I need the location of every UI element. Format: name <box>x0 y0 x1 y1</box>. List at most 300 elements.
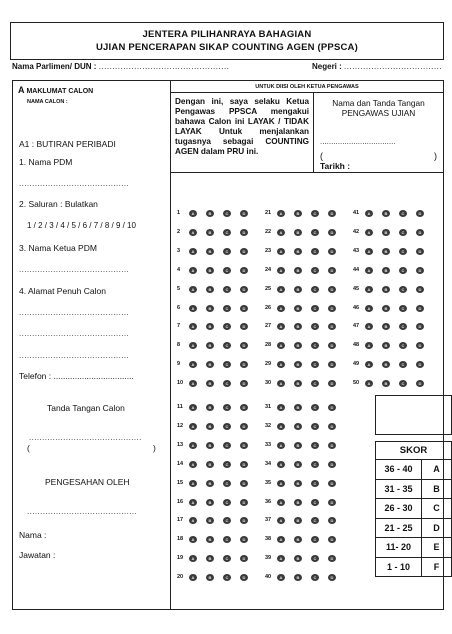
pengawas-paren-open: ( <box>320 151 323 161</box>
answer-bubble-d[interactable]: D <box>328 574 336 581</box>
answer-bubble-d[interactable]: D <box>240 305 248 312</box>
answer-bubble-c[interactable]: C <box>223 574 231 581</box>
answer-bubble-c[interactable]: C <box>399 286 407 293</box>
answer-bubble-b[interactable]: B <box>206 361 214 368</box>
answer-bubble-a[interactable]: A <box>365 210 373 217</box>
answer-bubble-d[interactable]: D <box>240 480 248 487</box>
answer-bubble-c[interactable]: C <box>223 342 231 349</box>
answer-bubble-d[interactable]: D <box>240 248 248 255</box>
question-number: 48 <box>353 342 360 349</box>
answer-bubble-b[interactable]: B <box>206 442 214 449</box>
alamat-line-1[interactable]: .......................................... <box>19 308 130 317</box>
answer-bubble-c[interactable]: C <box>311 286 319 293</box>
question-number: 14 <box>177 460 184 467</box>
skor-grade: D <box>422 518 452 538</box>
answer-bubble-d[interactable]: D <box>328 555 336 562</box>
question-number: 1 <box>177 210 181 216</box>
jawatan-label: Jawatan : <box>19 550 56 560</box>
answer-bubble-d[interactable]: D <box>240 210 248 217</box>
answer-bubble-c[interactable]: C <box>223 229 231 236</box>
skor-grade: A <box>422 460 452 480</box>
answer-bubble-c[interactable]: C <box>223 442 231 449</box>
question-number: 27 <box>265 323 272 330</box>
answer-bubble-b[interactable]: B <box>206 305 214 312</box>
answer-bubble-b[interactable]: B <box>294 305 302 312</box>
telefon-field[interactable]: Telefon : .................................. <box>19 371 134 381</box>
answer-bubble-a[interactable]: A <box>189 574 197 581</box>
answer-row <box>177 284 261 296</box>
answer-row <box>177 459 261 471</box>
answer-bubble-b[interactable]: B <box>206 323 214 330</box>
answer-row <box>177 378 261 390</box>
answer-bubble-d[interactable]: D <box>416 342 424 349</box>
answer-bubble-a[interactable]: A <box>189 461 197 468</box>
answer-bubble-b[interactable]: B <box>294 574 302 581</box>
answer-bubble-c[interactable]: C <box>311 442 319 449</box>
question-number: 19 <box>177 555 184 562</box>
answer-row <box>353 265 437 277</box>
answer-bubble-b[interactable]: B <box>294 286 302 293</box>
skor-grade: E <box>422 538 452 558</box>
answer-row <box>265 459 349 471</box>
answer-row <box>177 534 261 546</box>
answer-bubble-c[interactable]: C <box>223 555 231 562</box>
answer-bubble-d[interactable]: D <box>328 499 336 506</box>
answer-bubble-c[interactable]: C <box>399 305 407 312</box>
answer-bubble-d[interactable]: D <box>328 361 336 368</box>
skor-row <box>376 499 452 519</box>
answer-bubble-b[interactable]: B <box>294 517 302 524</box>
skor-range: 26 - 30 <box>376 499 422 519</box>
answer-bubble-a[interactable]: A <box>189 248 197 255</box>
answer-bubble-d[interactable]: D <box>240 423 248 430</box>
parlimen-label: Nama Parlimen/ DUN : <box>12 62 97 71</box>
answer-bubble-a[interactable]: A <box>277 499 285 506</box>
answer-bubble-b[interactable]: B <box>206 380 214 387</box>
answer-bubble-d[interactable]: D <box>328 517 336 524</box>
question-number: 47 <box>353 323 360 330</box>
answer-bubble-c[interactable]: C <box>223 210 231 217</box>
answer-bubble-d[interactable]: D <box>328 461 336 468</box>
question-number: 34 <box>265 460 272 467</box>
answer-bubble-b[interactable]: B <box>206 286 214 293</box>
paren-close: ) <box>153 443 156 453</box>
answer-bubble-a[interactable]: A <box>189 536 197 543</box>
answer-bubble-b[interactable]: B <box>206 423 214 430</box>
parlimen-field[interactable] <box>12 62 229 71</box>
answer-bubble-b[interactable]: B <box>294 229 302 236</box>
answer-bubble-b[interactable]: B <box>382 210 390 217</box>
answer-row <box>265 340 349 352</box>
answer-bubble-d[interactable]: D <box>328 267 336 274</box>
answer-bubble-d[interactable]: D <box>416 380 424 387</box>
answer-bubble-c[interactable]: C <box>311 342 319 349</box>
answer-bubble-b[interactable]: B <box>382 248 390 255</box>
answer-bubble-c[interactable]: C <box>311 248 319 255</box>
answer-bubble-c[interactable]: C <box>311 305 319 312</box>
answer-bubble-b[interactable]: B <box>294 499 302 506</box>
answer-row <box>177 515 261 527</box>
skor-range: 36 - 40 <box>376 460 422 480</box>
answer-bubble-b[interactable]: B <box>294 210 302 217</box>
answer-bubble-a[interactable]: A <box>189 380 197 387</box>
answer-bubble-a[interactable]: A <box>189 323 197 330</box>
ketua-pdm-label: 3. Nama Ketua PDM <box>19 243 97 253</box>
answer-bubble-c[interactable]: C <box>311 574 319 581</box>
question-number: 5 <box>177 285 181 292</box>
answer-row <box>265 359 349 371</box>
answer-bubble-b[interactable]: B <box>206 248 214 255</box>
answer-bubble-c[interactable]: C <box>311 267 319 274</box>
answer-bubble-d[interactable]: D <box>328 248 336 255</box>
ketua-pdm-field[interactable]: .......................................... <box>19 265 130 274</box>
section-title-text: MAKLUMAT CALON <box>26 88 94 95</box>
answer-bubble-c[interactable]: C <box>311 323 319 330</box>
answer-row <box>177 440 261 452</box>
answer-bubble-b[interactable]: B <box>382 361 390 368</box>
answer-bubble-a[interactable]: A <box>189 480 197 487</box>
saluran-label: 2. Saluran : Bulatkan <box>19 199 98 209</box>
answer-row <box>353 321 437 333</box>
answer-bubble-b[interactable]: B <box>294 380 302 387</box>
answer-bubble-a[interactable]: A <box>277 361 285 368</box>
candidate-section <box>13 81 171 609</box>
answer-bubble-d[interactable]: D <box>328 404 336 411</box>
answer-row <box>177 246 261 258</box>
answer-row <box>177 421 261 433</box>
pengawas-sign-field[interactable]: .................................. <box>320 137 396 146</box>
answer-row <box>265 572 349 584</box>
question-number: 50 <box>353 380 360 387</box>
nama-pdm-field[interactable]: .......................................... <box>19 179 130 188</box>
answer-bubble-a[interactable]: A <box>189 229 197 236</box>
answer-row <box>177 402 261 414</box>
question-number: 37 <box>265 517 272 524</box>
answer-bubble-a[interactable]: A <box>277 442 285 449</box>
answer-bubble-a[interactable]: A <box>277 555 285 562</box>
answer-bubble-a[interactable]: A <box>277 380 285 387</box>
skor-range: 11- 20 <box>376 538 422 558</box>
answer-bubble-c[interactable]: C <box>223 404 231 411</box>
answer-bubble-c[interactable]: C <box>223 461 231 468</box>
answer-bubble-b[interactable]: B <box>206 574 214 581</box>
nama-label: Nama : <box>19 530 47 540</box>
answer-bubble-a[interactable]: A <box>365 361 373 368</box>
question-number: 22 <box>265 228 272 235</box>
answer-bubble-d[interactable]: D <box>416 267 424 274</box>
answer-bubble-a[interactable]: A <box>277 536 285 543</box>
answer-bubble-a[interactable]: A <box>277 248 285 255</box>
answer-bubble-c[interactable]: C <box>223 480 231 487</box>
answer-bubble-d[interactable]: D <box>328 323 336 330</box>
answer-bubble-b[interactable]: B <box>294 248 302 255</box>
meta-row <box>12 62 442 74</box>
answer-bubble-c[interactable]: C <box>311 499 319 506</box>
answer-bubble-c[interactable]: C <box>223 361 231 368</box>
answer-bubble-d[interactable]: D <box>416 248 424 255</box>
answer-bubble-a[interactable]: A <box>277 229 285 236</box>
answer-bubble-a[interactable]: A <box>189 423 197 430</box>
answer-bubble-c[interactable]: C <box>311 461 319 468</box>
answer-row <box>265 284 349 296</box>
tandatangan-calon-field[interactable]: ........................................... <box>29 433 142 442</box>
answer-bubble-d[interactable]: D <box>240 461 248 468</box>
answer-bubble-a[interactable]: A <box>277 461 285 468</box>
answer-bubble-b[interactable]: B <box>382 229 390 236</box>
answer-bubble-d[interactable]: D <box>416 229 424 236</box>
pengawas-heading: UNTUK DIISI OLEH KETUA PENGAWAS <box>171 81 443 93</box>
answer-bubble-a[interactable]: A <box>189 555 197 562</box>
negeri-field[interactable] <box>312 62 442 71</box>
question-number: 25 <box>265 285 272 292</box>
answer-bubble-b[interactable]: B <box>206 404 214 411</box>
answer-bubble-d[interactable]: D <box>240 267 248 274</box>
question-number: 43 <box>353 247 360 254</box>
answer-bubble-c[interactable]: C <box>399 229 407 236</box>
answer-bubble-c[interactable]: C <box>223 267 231 274</box>
answer-bubble-b[interactable]: B <box>382 380 390 387</box>
question-number: 38 <box>265 536 272 543</box>
answer-bubble-d[interactable]: D <box>328 536 336 543</box>
answer-bubble-b[interactable]: B <box>294 423 302 430</box>
answer-bubble-b[interactable]: B <box>382 305 390 312</box>
answer-bubble-b[interactable]: B <box>294 442 302 449</box>
answer-bubble-c[interactable]: C <box>223 380 231 387</box>
answer-bubble-d[interactable]: D <box>328 305 336 312</box>
butiran-label: A1 : BUTIRAN PERIBADI <box>19 139 116 149</box>
answer-bubble-c[interactable]: C <box>311 380 319 387</box>
answer-bubble-b[interactable]: B <box>382 267 390 274</box>
answer-bubble-a[interactable]: A <box>189 210 197 217</box>
answer-row <box>265 265 349 277</box>
answer-bubble-b[interactable]: B <box>206 267 214 274</box>
answer-bubble-c[interactable]: C <box>311 480 319 487</box>
answer-bubble-d[interactable]: D <box>240 536 248 543</box>
answer-bubble-a[interactable]: A <box>365 267 373 274</box>
answer-bubble-d[interactable]: D <box>328 229 336 236</box>
answer-bubble-d[interactable]: D <box>328 423 336 430</box>
answer-bubble-a[interactable]: A <box>189 342 197 349</box>
answer-bubble-a[interactable]: A <box>189 286 197 293</box>
answer-bubble-c[interactable]: C <box>223 536 231 543</box>
question-number: 20 <box>177 574 184 581</box>
answer-bubble-b[interactable]: B <box>294 267 302 274</box>
answer-bubble-c[interactable]: C <box>399 267 407 274</box>
answer-bubble-b[interactable]: B <box>294 342 302 349</box>
question-number: 2 <box>177 228 181 235</box>
answer-bubble-b[interactable]: B <box>294 404 302 411</box>
answer-bubble-b[interactable]: B <box>206 517 214 524</box>
answer-bubble-b[interactable]: B <box>382 286 390 293</box>
pengawas-sign-box <box>314 93 443 173</box>
answer-bubble-a[interactable]: A <box>189 499 197 506</box>
answer-bubble-d[interactable]: D <box>240 342 248 349</box>
answer-bubble-b[interactable]: B <box>294 323 302 330</box>
answer-bubble-d[interactable]: D <box>240 555 248 562</box>
answer-bubble-a[interactable]: A <box>277 574 285 581</box>
answer-bubble-d[interactable]: D <box>328 442 336 449</box>
answer-bubble-a[interactable]: A <box>277 517 285 524</box>
answer-bubble-d[interactable]: D <box>416 305 424 312</box>
answer-bubble-c[interactable]: C <box>311 229 319 236</box>
question-number: 4 <box>177 266 181 273</box>
answer-bubble-a[interactable]: A <box>189 404 197 411</box>
answer-bubble-c[interactable]: C <box>311 210 319 217</box>
answer-bubble-d[interactable]: D <box>328 380 336 387</box>
nama-pdm-label: 1. Nama PDM <box>19 157 73 167</box>
answer-bubble-a[interactable]: A <box>277 210 285 217</box>
answer-bubble-b[interactable]: B <box>206 461 214 468</box>
answer-bubble-c[interactable]: C <box>223 517 231 524</box>
question-number: 7 <box>177 323 181 330</box>
answer-bubble-d[interactable]: D <box>328 210 336 217</box>
answer-bubble-a[interactable]: A <box>277 404 285 411</box>
question-number: 10 <box>177 380 184 387</box>
skor-row <box>376 518 452 538</box>
answer-bubble-a[interactable]: A <box>189 442 197 449</box>
answer-row <box>177 265 261 277</box>
examiner-section <box>171 81 443 609</box>
answer-bubble-c[interactable]: C <box>223 423 231 430</box>
answer-bubble-b[interactable]: B <box>206 555 214 562</box>
answer-row <box>265 378 349 390</box>
form-header <box>10 22 444 60</box>
answer-bubble-d[interactable]: D <box>416 361 424 368</box>
question-number: 26 <box>265 304 272 311</box>
answer-bubble-c[interactable]: C <box>311 423 319 430</box>
answer-bubble-b[interactable]: B <box>206 536 214 543</box>
answer-bubble-a[interactable]: A <box>189 305 197 312</box>
answer-bubble-d[interactable]: D <box>416 286 424 293</box>
answer-bubble-d[interactable]: D <box>240 404 248 411</box>
question-number: 42 <box>353 228 360 235</box>
negeri-label: Negeri : <box>312 62 342 71</box>
answer-bubble-a[interactable]: A <box>365 229 373 236</box>
answer-bubble-c[interactable]: C <box>223 499 231 506</box>
answer-bubble-d[interactable]: D <box>416 323 424 330</box>
answer-bubble-d[interactable]: D <box>416 210 424 217</box>
answer-bubble-b[interactable]: B <box>294 361 302 368</box>
parlimen-dots: ................................................ <box>98 62 230 71</box>
answer-bubble-b[interactable]: B <box>294 461 302 468</box>
answer-bubble-c[interactable]: C <box>399 248 407 255</box>
skor-table <box>375 441 452 577</box>
answer-bubble-a[interactable]: A <box>277 286 285 293</box>
answer-bubble-b[interactable]: B <box>206 229 214 236</box>
answer-bubble-a[interactable]: A <box>365 286 373 293</box>
answer-bubble-d[interactable]: D <box>328 480 336 487</box>
answer-bubble-b[interactable]: B <box>206 210 214 217</box>
answer-bubble-b[interactable]: B <box>294 536 302 543</box>
answer-bubble-d[interactable]: D <box>240 517 248 524</box>
section-title <box>18 85 93 95</box>
answer-bubble-b[interactable]: B <box>382 342 390 349</box>
answer-row <box>177 478 261 490</box>
question-number: 45 <box>353 285 360 292</box>
answer-bubble-a[interactable]: A <box>277 267 285 274</box>
alamat-line-2[interactable]: .......................................... <box>19 329 130 338</box>
question-number: 39 <box>265 555 272 562</box>
answer-bubble-a[interactable]: A <box>365 323 373 330</box>
answer-bubble-c[interactable]: C <box>223 286 231 293</box>
answer-row <box>353 246 437 258</box>
answer-bubble-c[interactable]: C <box>399 210 407 217</box>
question-number: 32 <box>265 422 272 429</box>
answer-bubble-c[interactable]: C <box>399 342 407 349</box>
answer-bubble-c[interactable]: C <box>223 248 231 255</box>
question-number: 31 <box>265 404 272 410</box>
answer-bubble-a[interactable]: A <box>365 380 373 387</box>
answer-bubble-c[interactable]: C <box>311 517 319 524</box>
answer-row <box>177 227 261 239</box>
question-number: 41 <box>353 210 360 216</box>
answer-bubble-a[interactable]: A <box>277 305 285 312</box>
tarikh-label: Tarikh : <box>320 161 351 171</box>
answer-bubble-c[interactable]: C <box>223 305 231 312</box>
answer-bubble-a[interactable]: A <box>277 323 285 330</box>
answer-bubble-a[interactable]: A <box>189 517 197 524</box>
answer-bubble-d[interactable]: D <box>328 342 336 349</box>
question-number: 44 <box>353 266 360 273</box>
answer-bubble-b[interactable]: B <box>206 342 214 349</box>
answer-bubble-b[interactable]: B <box>382 323 390 330</box>
answer-row <box>265 440 349 452</box>
answer-bubble-a[interactable]: A <box>365 342 373 349</box>
question-number: 40 <box>265 574 272 581</box>
answer-bubble-d[interactable]: D <box>240 442 248 449</box>
question-number: 29 <box>265 361 272 368</box>
answer-bubble-a[interactable]: A <box>365 248 373 255</box>
answer-bubble-c[interactable]: C <box>311 536 319 543</box>
answer-bubble-d[interactable]: D <box>240 499 248 506</box>
answer-bubble-c[interactable]: C <box>399 380 407 387</box>
answer-bubble-a[interactable]: A <box>189 361 197 368</box>
answer-bubble-a[interactable]: A <box>365 305 373 312</box>
answer-bubble-a[interactable]: A <box>277 423 285 430</box>
answer-bubble-c[interactable]: C <box>223 323 231 330</box>
question-number: 23 <box>265 247 272 254</box>
answer-bubble-c[interactable]: C <box>399 323 407 330</box>
answer-bubble-b[interactable]: B <box>206 499 214 506</box>
answer-bubble-b[interactable]: B <box>206 480 214 487</box>
saluran-options[interactable]: 1 / 2 / 3 / 4 / 5 / 6 / 7 / 8 / 9 / 10 <box>27 221 136 230</box>
question-number: 17 <box>177 517 184 524</box>
answer-bubble-b[interactable]: B <box>294 480 302 487</box>
answer-bubble-c[interactable]: C <box>311 404 319 411</box>
question-number: 49 <box>353 361 360 368</box>
answer-row <box>353 378 437 390</box>
answer-bubble-d[interactable]: D <box>240 286 248 293</box>
alamat-line-3[interactable]: .......................................... <box>19 351 130 360</box>
answer-bubble-d[interactable]: D <box>240 361 248 368</box>
answer-bubble-a[interactable]: A <box>189 267 197 274</box>
declaration-box: Dengan ini, saya selaku Ketua Pengawas PPSCA mengakui bahawa Calon ini LAYAK / TIDAK LAYAK Untuk menjalankan tugasnya sebagai COUNTING AGEN dalam PRU ini. <box>171 93 314 173</box>
answer-bubble-d[interactable]: D <box>240 574 248 581</box>
negeri-dots: .................................... <box>344 62 443 71</box>
answer-bubble-c[interactable]: C <box>311 555 319 562</box>
answer-bubble-d[interactable]: D <box>240 323 248 330</box>
answer-bubble-c[interactable]: C <box>399 361 407 368</box>
pengesahan-field[interactable]: .......................................... <box>27 507 138 516</box>
answer-bubble-d[interactable]: D <box>328 286 336 293</box>
answer-bubble-b[interactable]: B <box>294 555 302 562</box>
answer-bubble-a[interactable]: A <box>277 480 285 487</box>
answer-row <box>265 478 349 490</box>
answer-bubble-c[interactable]: C <box>311 361 319 368</box>
answer-bubble-d[interactable]: D <box>240 229 248 236</box>
answer-bubble-a[interactable]: A <box>277 342 285 349</box>
answer-bubble-d[interactable]: D <box>240 380 248 387</box>
